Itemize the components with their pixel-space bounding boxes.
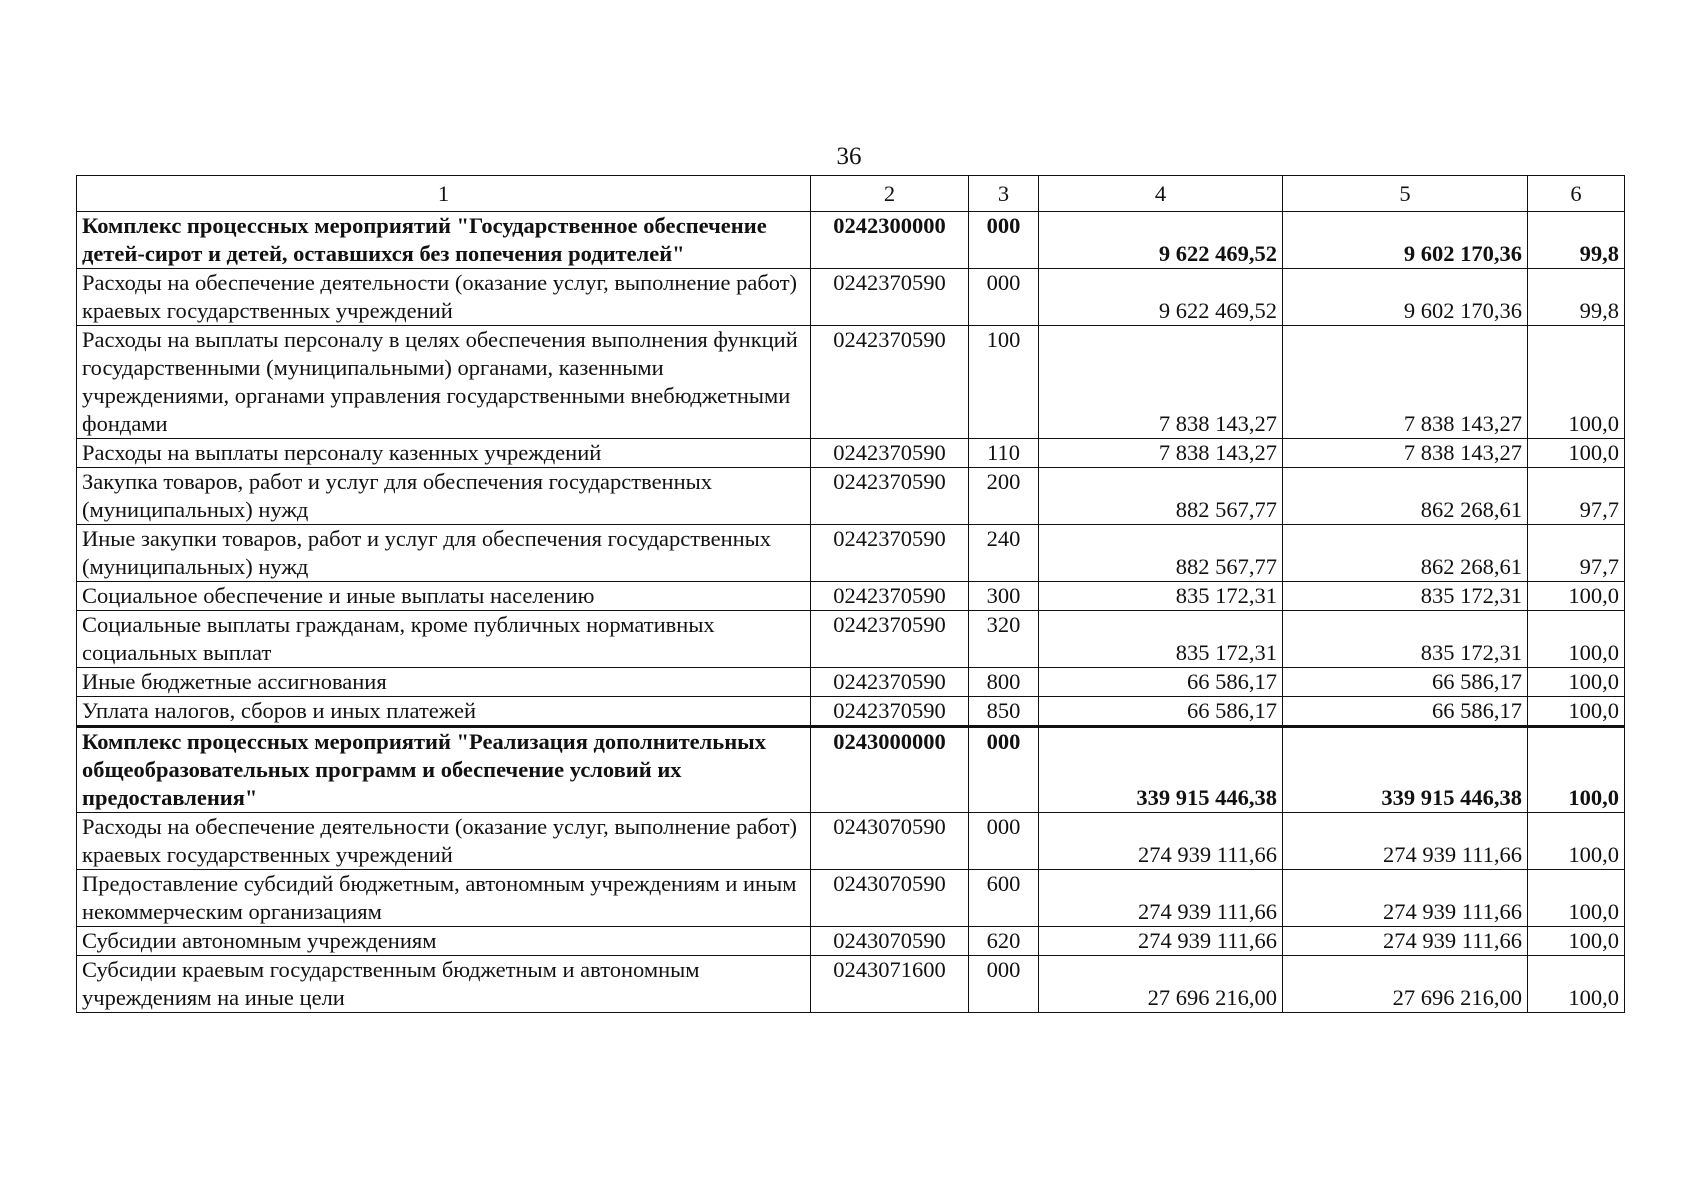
row-planned-cell: 274 939 111,66: [1039, 813, 1283, 870]
row-executed-cell: 339 915 446,38: [1283, 727, 1528, 813]
column-header-6: 6: [1528, 176, 1625, 212]
row-code-cell: 0243070590: [811, 870, 969, 927]
row-name-cell: Иные бюджетные ассигнования: [77, 668, 811, 697]
row-planned-cell: 835 172,31: [1039, 582, 1283, 611]
column-number-header-row: [77, 176, 1625, 212]
column-header-4: 4: [1039, 176, 1283, 212]
row-name-cell: Комплекс процессных мероприятий "Государственное обеспечение детей-сирот и детей, оставшихся без попечения родителей": [77, 212, 811, 269]
row-planned-cell: 9 622 469,52: [1039, 212, 1283, 269]
row-planned-cell: 274 939 111,66: [1039, 870, 1283, 927]
row-name-cell: Расходы на обеспечение деятельности (оказание услуг, выполнение работ) краевых государственных учреждений: [77, 813, 811, 870]
row-executed-cell: 835 172,31: [1283, 611, 1528, 668]
row-planned-cell: 27 696 216,00: [1039, 956, 1283, 1013]
row-code-cell: 0242370590: [811, 582, 969, 611]
row-type-cell: 850: [969, 697, 1039, 727]
row-type-cell: 000: [969, 212, 1039, 269]
row-percent-cell: 100,0: [1528, 611, 1625, 668]
table-row: [77, 212, 1625, 269]
row-percent-cell: 100,0: [1528, 956, 1625, 1013]
table-row: [77, 668, 1625, 697]
table-row: [77, 269, 1625, 326]
row-name-cell: Расходы на обеспечение деятельности (оказание услуг, выполнение работ) краевых государственных учреждений: [77, 269, 811, 326]
row-type-cell: 000: [969, 269, 1039, 326]
row-name-cell: Субсидии автономным учреждениям: [77, 927, 811, 956]
row-planned-cell: 274 939 111,66: [1039, 927, 1283, 956]
row-code-cell: 0242370590: [811, 525, 969, 582]
row-name-cell: Расходы на выплаты персоналу казенных учреждений: [77, 439, 811, 468]
row-name-cell: Предоставление субсидий бюджетным, автономным учреждениям и иным некоммерческим организациям: [77, 870, 811, 927]
row-executed-cell: 862 268,61: [1283, 468, 1528, 525]
row-executed-cell: 66 586,17: [1283, 697, 1528, 727]
row-percent-cell: 99,8: [1528, 212, 1625, 269]
row-type-cell: 100: [969, 326, 1039, 439]
row-planned-cell: 7 838 143,27: [1039, 326, 1283, 439]
row-type-cell: 000: [969, 956, 1039, 1013]
row-executed-cell: 274 939 111,66: [1283, 813, 1528, 870]
row-percent-cell: 100,0: [1528, 582, 1625, 611]
table-row: [77, 727, 1625, 813]
table-row: [77, 813, 1625, 870]
table-row: [77, 468, 1625, 525]
row-planned-cell: 7 838 143,27: [1039, 439, 1283, 468]
row-code-cell: 0242370590: [811, 439, 969, 468]
row-executed-cell: 66 586,17: [1283, 668, 1528, 697]
row-name-cell: Иные закупки товаров, работ и услуг для обеспечения государственных (муниципальных) нужд: [77, 525, 811, 582]
row-executed-cell: 7 838 143,27: [1283, 326, 1528, 439]
row-code-cell: 0243070590: [811, 927, 969, 956]
row-type-cell: 000: [969, 813, 1039, 870]
row-percent-cell: 100,0: [1528, 813, 1625, 870]
column-header-2: 2: [811, 176, 969, 212]
column-header-5: 5: [1283, 176, 1528, 212]
table-row: [77, 697, 1625, 727]
row-name-cell: Социальное обеспечение и иные выплаты населению: [77, 582, 811, 611]
row-executed-cell: 7 838 143,27: [1283, 439, 1528, 468]
row-type-cell: 620: [969, 927, 1039, 956]
row-executed-cell: 274 939 111,66: [1283, 870, 1528, 927]
row-percent-cell: 100,0: [1528, 727, 1625, 813]
row-planned-cell: 882 567,77: [1039, 525, 1283, 582]
row-executed-cell: 274 939 111,66: [1283, 927, 1528, 956]
table-body: [77, 212, 1625, 1013]
row-planned-cell: 9 622 469,52: [1039, 269, 1283, 326]
row-type-cell: 200: [969, 468, 1039, 525]
row-executed-cell: 835 172,31: [1283, 582, 1528, 611]
row-name-cell: Уплата налогов, сборов и иных платежей: [77, 697, 811, 727]
column-header-1: 1: [77, 176, 811, 212]
row-name-cell: Расходы на выплаты персоналу в целях обеспечения выполнения функций государственными (муниципальными) органами, казенными учреждениями, органами управления государственными внебюджетными фондами: [77, 326, 811, 439]
row-percent-cell: 99,8: [1528, 269, 1625, 326]
row-code-cell: 0242370590: [811, 269, 969, 326]
row-type-cell: 600: [969, 870, 1039, 927]
row-code-cell: 0242300000: [811, 212, 969, 269]
table-row: [77, 870, 1625, 927]
table-row: [77, 439, 1625, 468]
row-percent-cell: 100,0: [1528, 668, 1625, 697]
budget-execution-table: [76, 175, 1625, 1013]
row-percent-cell: 97,7: [1528, 525, 1625, 582]
row-executed-cell: 9 602 170,36: [1283, 212, 1528, 269]
row-planned-cell: 339 915 446,38: [1039, 727, 1283, 813]
column-header-3: 3: [969, 176, 1039, 212]
row-code-cell: 0243070590: [811, 813, 969, 870]
row-name-cell: Комплекс процессных мероприятий "Реализация дополнительных общеобразовательных программ и обеспечение условий их предоставления": [77, 727, 811, 813]
table-row: [77, 326, 1625, 439]
row-code-cell: 0242370590: [811, 326, 969, 439]
row-name-cell: Социальные выплаты гражданам, кроме публичных нормативных социальных выплат: [77, 611, 811, 668]
row-type-cell: 110: [969, 439, 1039, 468]
row-code-cell: 0243000000: [811, 727, 969, 813]
row-executed-cell: 862 268,61: [1283, 525, 1528, 582]
row-percent-cell: 100,0: [1528, 927, 1625, 956]
row-type-cell: 300: [969, 582, 1039, 611]
row-planned-cell: 835 172,31: [1039, 611, 1283, 668]
row-percent-cell: 100,0: [1528, 697, 1625, 727]
row-percent-cell: 100,0: [1528, 870, 1625, 927]
row-code-cell: 0242370590: [811, 611, 969, 668]
table-row: [77, 525, 1625, 582]
row-percent-cell: 97,7: [1528, 468, 1625, 525]
table-row: [77, 927, 1625, 956]
row-executed-cell: 9 602 170,36: [1283, 269, 1528, 326]
table-row: [77, 582, 1625, 611]
row-planned-cell: 66 586,17: [1039, 668, 1283, 697]
row-name-cell: Субсидии краевым государственным бюджетным и автономным учреждениям на иные цели: [77, 956, 811, 1013]
row-type-cell: 240: [969, 525, 1039, 582]
row-code-cell: 0243071600: [811, 956, 969, 1013]
row-code-cell: 0242370590: [811, 668, 969, 697]
row-planned-cell: 882 567,77: [1039, 468, 1283, 525]
page-number: 36: [836, 143, 862, 170]
row-code-cell: 0242370590: [811, 468, 969, 525]
row-type-cell: 320: [969, 611, 1039, 668]
table-row: [77, 956, 1625, 1013]
row-type-cell: 800: [969, 668, 1039, 697]
row-executed-cell: 27 696 216,00: [1283, 956, 1528, 1013]
row-percent-cell: 100,0: [1528, 326, 1625, 439]
table-row: [77, 611, 1625, 668]
row-code-cell: 0242370590: [811, 697, 969, 727]
row-name-cell: Закупка товаров, работ и услуг для обеспечения государственных (муниципальных) нужд: [77, 468, 811, 525]
row-type-cell: 000: [969, 727, 1039, 813]
row-planned-cell: 66 586,17: [1039, 697, 1283, 727]
row-percent-cell: 100,0: [1528, 439, 1625, 468]
